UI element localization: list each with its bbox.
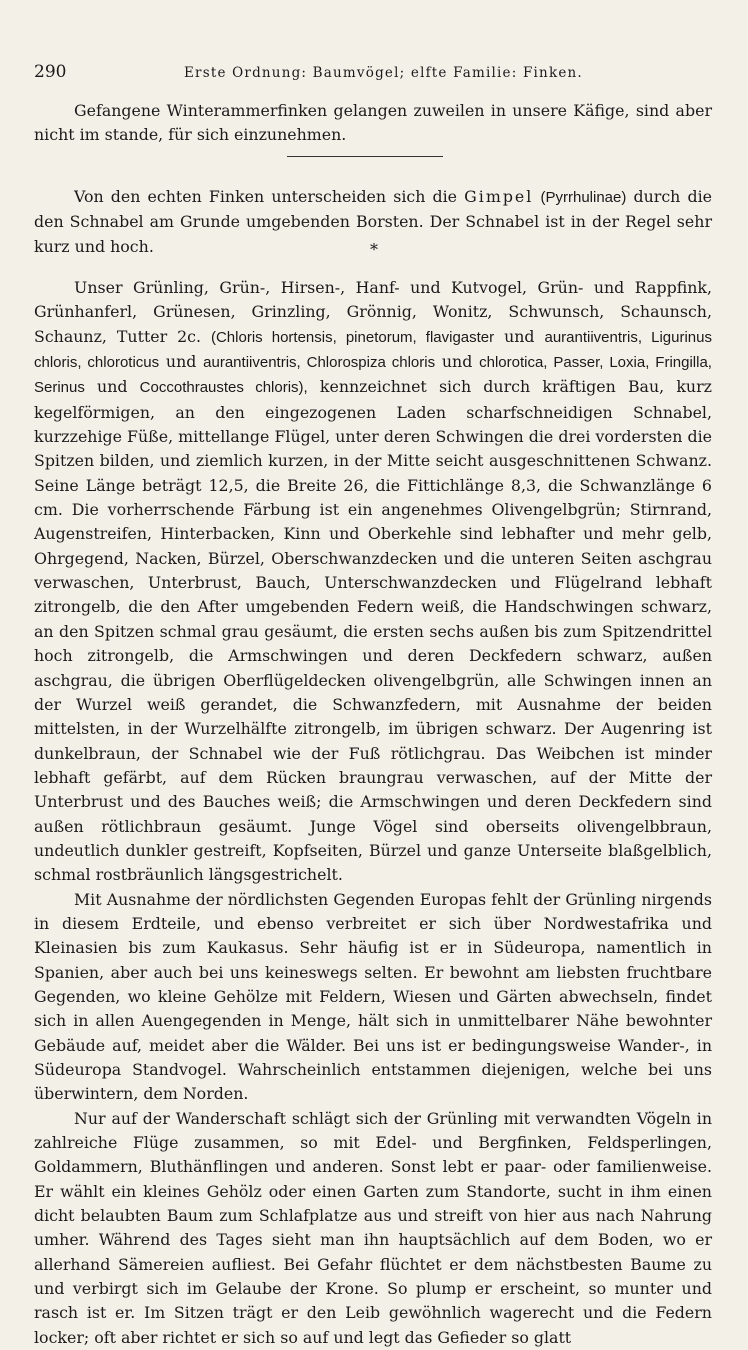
species-block: [34, 276, 712, 1350]
distribution-paragraph: Mit Ausnahme der nördlichsten Gegenden Europas fehlt der Grünling nirgends in diesem Erdteile, und ebenso verbreitet er sich über Nordwestafrika und Kleinasien bis zum Kaukasus. Sehr häufig ist er in Südeuropa, namentlich in Spanien, aber auch bei uns keineswegs selten. Er bewohnt am liebsten fruchtbare Gegenden, wo kleine Gehölze mit Feldern, Wiesen und Gärten abwechseln, findet sich in allen Auengegenden in Menge, hält sich in unmittelbarer Nähe bewohnter Gebäude auf, meidet aber die Wälder. Bei uns ist er bedingungsweise Wander-, in Südeuropa Standvogel. Wahrscheinlich entstammen diejenigen, welche bei uns überwintern, dem Norden.: [34, 889, 712, 1104]
species-latin-4: chlorotica, Passer, Loxia, Fringilla, Serinus: [34, 354, 712, 397]
species-und-4: und: [84, 377, 140, 397]
section-text-b: durch die den Schnabel am Grunde umgebenden Borsten. Der Schnabel ist in der Regel sehr kurz und hoch.: [34, 187, 712, 256]
species-latin-5: Coccothraustes chloris),: [139, 379, 308, 397]
species-description: kennzeichnet sich durch kräftigen Bau, kurz kegelförmigen, an den eingezogenen Laden scharfschneidigen Schnabel, kurzzehige Füße, mittellange Flügel, unter deren Schwingen die drei vordersten die Spitzen bilden, und ziemlich kurzen, in der Mitte seicht ausgeschnittenen Schwanz. Seine Länge beträgt 12,5, die Breite 26, die Fittichlänge 8,3, die Schwanzlänge 6 cm. Die vorherrschende Färbung ist ein angenehmes Olivengelbgrün; Stirnrand, Augenstreifen, Hinterbacken, Kinn und Oberkehle sind lebhafter und mehr gelb, Ohrgegend, Nacken, Bürzel, Oberschwanzdecken und die unteren Seiten aschgrau verwaschen, Unterbrust, Bauch, Unterschwanzdecken und Flügelrand lebhaft zitrongelb, die den After umgebenden Federn weiß, die Handschwingen schwarz, an den Spitzen schmal grau gesäumt, die ersten sechs außen bis zum Spitzendrittel hoch zitrongelb, die Armschwingen und deren Deckfedern schwarz, außen aschgrau, die übrigen Oberflügeldecken olivengelbgrün, alle Schwingen innen an der Wurzel weiß gerandet, die Schwanzfedern, mit Ausnahme der beiden mittelsten, in der Wurzelhälfte zitrongelb, im übrigen schwarz. Der Augenring ist dunkelbraun, der Schnabel wie der Fuß rötlichgrau. Das Weibchen ist minder lebhaft gefärbt, auf dem Rücken braungrau verwaschen, auf der Mitte der Unterbrust und des Bauches weiß; die Armschwingen und deren Deckfedern sind außen rötlichbraun gesäumt. Junge Vögel sind oberseits olivengelbbraun, undeutlich dunkler gestreift, Kopfseiten, Bürzel und ganze Unterseite blaßgelblich, schmal rostbräunlich längsgestrichelt.: [34, 377, 712, 885]
species-und-1: und: [494, 326, 545, 346]
intro-block: [34, 99, 712, 148]
gimpel-term: Gimpel: [464, 187, 534, 206]
species-names: Unser Grünling, Grün-, Hirsen-, Hanf- und Kutvogel, Grün- und Rappfink, Grünhanferl, Grünesen, Grinzling, Grönnig, Wonitz, Schwunsch, Schaunsch, Schaunz, Tutter 2c.: [34, 278, 712, 346]
species-latin-3: aurantiiventris, Chlorospiza chloris: [203, 354, 436, 372]
section-divider: [287, 156, 443, 157]
asterisk-separator: *: [370, 240, 378, 259]
section-text-a: Von den echten Finken unterscheiden sich die: [74, 187, 465, 206]
species-und-3: und: [435, 352, 480, 372]
running-head: Erste Ordnung: Baumvögel; elfte Familie: Finken.: [184, 65, 583, 81]
species-paragraph: [34, 276, 712, 888]
intro-paragraph: Gefangene Winterammerfinken gelangen zuweilen in unsere Käfige, sind aber nicht im stande, für sich einzunehmen.: [34, 101, 712, 145]
species-latin-2: aurantiiventris, Ligurinus chloris, chloroticus: [34, 328, 712, 372]
species-latin-1: (Chloris hortensis, pinetorum, flavigaster: [210, 328, 495, 346]
page-header: [34, 62, 712, 86]
page-number: 290: [34, 62, 67, 82]
behavior-paragraph: Nur auf der Wanderschaft schlägt sich der Grünling mit verwandten Vögeln in zahlreiche Flüge zusammen, so mit Edel- und Bergfinken, Feldsperlingen, Goldammern, Bluthänflingen und anderen. Sonst lebt er paar- oder familienweise. Er wählt ein kleines Gehölz oder einen Garten zum Standorte, sucht in ihm einen dicht belaubten Baum zum Schlafplatze aus und streift von hier aus nach Nahrung umher. Während des Tages sieht man ihn hauptsächlich auf dem Boden, wo er allerhand Sämereien aufliest. Bei Gefahr flüchtet er dem nächstbesten Baume zu und verbirgt sich im Gelaube der Krone. So plump er erscheint, so munter und rasch ist er. Im Sitzen trägt er den Leib gewöhnlich wagerecht und die Federn locker; oft aber richtet er sich so auf und legt das Gefieder so glatt: [34, 1108, 712, 1347]
gimpel-latin: (Pyrrhulinae): [540, 189, 627, 206]
species-und-2: und: [159, 352, 204, 372]
